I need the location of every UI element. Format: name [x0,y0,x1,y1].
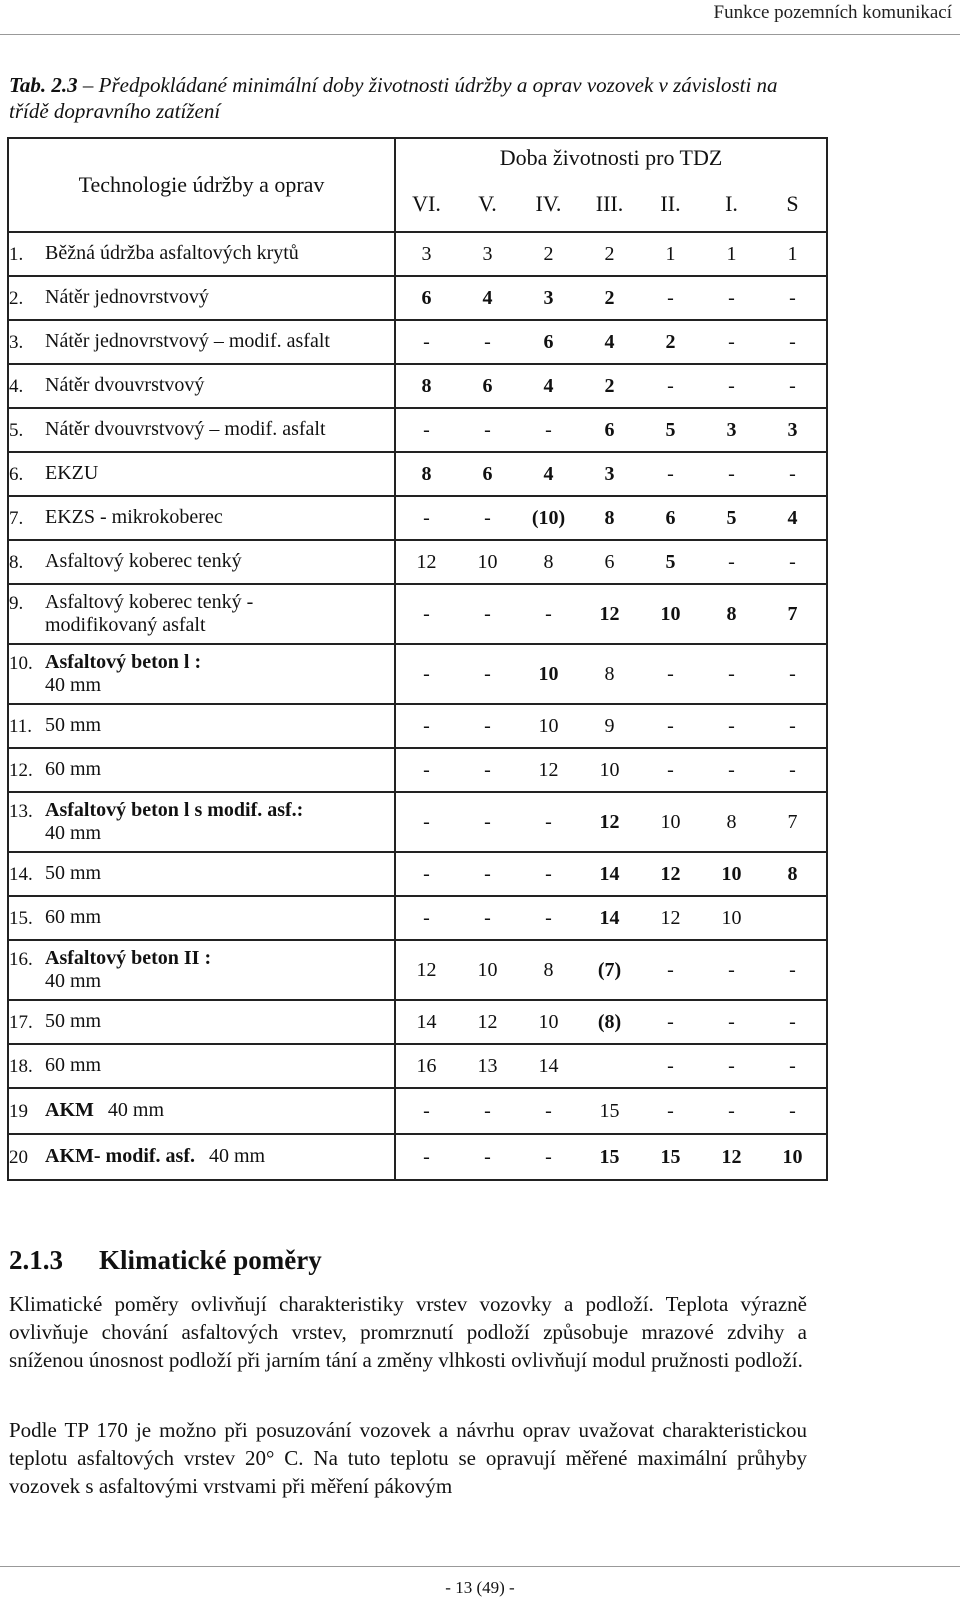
row-label-cell [8,408,395,452]
row-label-cell [8,452,395,496]
row-label: 50 mm [45,714,102,736]
value-cell: (7) [597,958,622,981]
row-label: Nátěr jednovrstvový [45,286,209,308]
value-cell: 4 [787,506,798,529]
row-label-cell [8,644,395,704]
value-cell: 3 [482,242,493,265]
row-number: 14. [9,864,33,885]
value-cell: - [484,418,491,441]
table-row [8,1134,827,1180]
value-cell: - [484,506,491,529]
value-cell: 12 [477,1010,498,1033]
section-heading [9,1245,322,1276]
value-cell: 3 [604,462,615,485]
value-cell: - [423,810,430,833]
table-row [8,364,827,408]
row-label: Asfaltový beton l s modif. asf.: [45,799,304,821]
value-cell: - [789,1054,796,1077]
section-title: Klimatické poměry [99,1245,322,1275]
row-description [45,714,101,737]
class-header: S [786,191,799,216]
value-cell: - [545,862,552,885]
class-header: I. [725,191,738,216]
value-cell: - [789,286,796,309]
paragraph: Podle TP 170 je možno při posuzování vozovek a návrhu oprav uvažovat charakteristickou teplotu asfaltových vrstev 20° C. Na tuto teplotu se opravují měřené maximální průhyby vozovek s asfaltovými vrstvami při měření pákovým [9,1418,807,1498]
value-cell: 6 [421,286,432,309]
value-cell: - [789,662,796,685]
table-row [8,644,827,704]
tech-column-header: Technologie údržby a oprav [8,138,395,232]
value-cell: 3 [787,418,798,441]
value-cell: 4 [543,374,554,397]
table-row [8,792,827,852]
table-row [8,496,827,540]
value-cell: 10 [538,662,559,685]
value-cell: 12 [416,958,437,981]
value-cell: - [728,550,735,573]
value-cell: 15 [660,1145,681,1168]
row-label-cell [8,940,395,1000]
row-label: Běžná údržba asfaltových krytů [45,242,299,264]
value-cell: 6 [665,506,676,529]
value-cell: 2 [604,286,615,309]
value-cell: - [667,1099,674,1122]
value-cell: 8 [543,550,554,573]
value-cell: - [423,1145,430,1168]
value-cell: - [423,506,430,529]
value-cell: 1 [787,242,798,265]
class-header-row [395,177,827,232]
row-label: Nátěr jednovrstvový – modif. asfalt [45,330,330,352]
row-values-cell [395,792,827,852]
value-cell: 12 [538,758,559,781]
running-header: Funkce pozemních komunikací [713,2,952,23]
row-number: 13. [9,801,33,822]
row-number: 5. [9,420,24,441]
value-cell: - [789,958,796,981]
row-number: 3. [9,332,24,353]
table-row [8,896,827,940]
row-description [45,947,211,993]
row-number: 6. [9,464,24,485]
row-label: EKZU [45,462,99,484]
value-cell: - [667,662,674,685]
row-values-cell [395,1000,827,1044]
row-number: 19 [9,1101,28,1122]
row-number: 10. [9,653,33,674]
class-header: VI. [412,191,441,216]
row-description [45,758,101,781]
table-row [8,408,827,452]
value-cell: - [728,758,735,781]
value-cell: 10 [477,550,498,573]
value-cell: 16 [416,1054,437,1077]
value-cell: 8 [421,462,432,485]
row-description [45,374,204,397]
row-description [45,330,330,353]
table-row [8,704,827,748]
row-label-cell [8,1000,395,1044]
row-label-cell [8,1044,395,1088]
caption-text: – Předpokládané minimální doby životnosti údržby a oprav vozovek v závislosti na třídě dopravního zatížení [9,73,778,123]
row-values-cell [395,748,827,792]
value-cell: - [728,374,735,397]
value-cell: 14 [416,1010,437,1033]
value-cell: - [667,714,674,737]
value-cell: 1 [726,242,737,265]
value-cell: 10 [721,862,742,885]
value-cell: - [728,714,735,737]
row-label: Asfaltový beton l : [45,651,202,673]
table-row [8,940,827,1000]
value-cell: 8 [543,958,554,981]
value-cell: 10 [782,1145,803,1168]
value-cell: 15 [599,1145,620,1168]
row-label-cell [8,364,395,408]
value-cell: 10 [477,958,498,981]
value-cell: 6 [543,330,554,353]
row-values-cell [395,408,827,452]
value-cell: 6 [482,462,493,485]
row-label-cell [8,540,395,584]
value-cell: - [728,662,735,685]
row-sublabel: modifikovaný asfalt [45,614,206,636]
class-header: V. [478,191,497,216]
value-cell: 4 [604,330,615,353]
row-sublabel: 40 mm [45,822,102,844]
value-cell: 14 [599,906,620,929]
value-cell: 10 [538,714,559,737]
row-label: Asfaltový beton II : [45,947,212,969]
value-cell: 12 [660,906,681,929]
row-label: 50 mm [45,1010,102,1032]
value-cell: 10 [721,906,742,929]
value-cell: - [484,862,491,885]
tdz-group-header: Doba životnosti pro TDZ [395,138,827,177]
row-description [45,418,326,441]
caption-label: Tab. 2.3 [9,73,78,97]
row-values-cell [395,896,827,940]
row-description [45,906,101,929]
row-number: 15. [9,908,33,929]
row-description [45,651,201,697]
value-cell: - [728,1099,735,1122]
value-cell: 9 [604,714,615,737]
row-number: 12. [9,760,33,781]
value-cell [579,1055,640,1078]
value-cell: 8 [604,506,615,529]
row-description [45,1054,101,1077]
row-description [45,591,253,637]
row-label-cell [8,792,395,852]
row-description [45,862,101,885]
value-cell: 5 [665,418,676,441]
value-cell: - [728,286,735,309]
table-row [8,320,827,364]
value-cell: - [484,602,491,625]
row-values-cell [395,1134,827,1180]
row-label-cell [8,276,395,320]
value-cell: - [667,958,674,981]
value-cell: - [545,1099,552,1122]
value-cell: - [423,758,430,781]
value-cell: - [423,602,430,625]
table-row [8,748,827,792]
value-cell: 10 [538,1010,559,1033]
row-description [45,462,98,485]
value-cell: - [423,418,430,441]
row-number: 20 [9,1147,28,1168]
value-cell: 2 [604,242,615,265]
row-label: Nátěr dvouvrstvový [45,374,205,396]
value-cell: 15 [599,1099,620,1122]
value-cell: 12 [599,602,620,625]
row-number: 16. [9,949,33,970]
row-label: AKM [45,1099,94,1121]
value-cell: - [484,714,491,737]
row-number: 1. [9,244,24,265]
row-label-cell [8,896,395,940]
value-cell: - [484,758,491,781]
value-cell: 8 [604,662,615,685]
value-cell: 14 [599,862,620,885]
section-number: 2.1.3 [9,1245,63,1275]
table-row [8,1000,827,1044]
value-cell: 8 [726,602,737,625]
row-label-cell [8,852,395,896]
value-cell: 5 [665,550,676,573]
row-values-cell [395,704,827,748]
value-cell: 10 [660,602,681,625]
value-cell: 4 [543,462,554,485]
value-cell: - [789,374,796,397]
value-cell: - [484,810,491,833]
value-cell: 7 [787,602,798,625]
value-cell: - [667,374,674,397]
value-cell: 12 [721,1145,742,1168]
row-label-cell [8,232,395,276]
value-cell: 2 [543,242,554,265]
value-cell: - [545,906,552,929]
value-cell [762,907,823,930]
row-values-cell [395,540,827,584]
durability-table [7,137,828,1181]
row-number: 11. [9,716,33,737]
value-cell: 2 [665,330,676,353]
value-cell: - [667,1010,674,1033]
row-label-cell [8,320,395,364]
row-number: 18. [9,1056,33,1077]
value-cell: - [789,758,796,781]
row-label-cell [8,584,395,644]
value-cell: 12 [599,810,620,833]
row-values-cell [395,320,827,364]
value-cell: - [545,810,552,833]
value-cell: 2 [604,374,615,397]
row-label: EKZS - mikrokoberec [45,506,223,528]
value-cell: 10 [599,758,620,781]
class-header: II. [660,191,681,216]
value-cell: 5 [726,506,737,529]
row-description [45,1099,164,1122]
value-cell: 8 [787,862,798,885]
value-cell: 10 [660,810,681,833]
row-description [45,1145,265,1168]
value-cell: 4 [482,286,493,309]
value-cell: 3 [421,242,432,265]
value-cell: - [423,662,430,685]
row-number: 7. [9,508,24,529]
value-cell: 6 [604,550,615,573]
value-cell: - [545,1145,552,1168]
row-description [45,242,299,265]
row-label-cell [8,1088,395,1134]
value-cell: 12 [660,862,681,885]
row-label-cell [8,496,395,540]
row-values-cell [395,232,827,276]
value-cell: - [789,1010,796,1033]
value-cell: - [484,1145,491,1168]
row-values-cell [395,1044,827,1088]
table-row [8,1044,827,1088]
class-header: IV. [535,191,562,216]
row-values-cell [395,584,827,644]
value-cell: 7 [787,810,798,833]
header-divider [0,34,960,35]
value-cell: (10) [531,506,566,529]
value-cell: - [789,462,796,485]
row-description [45,506,223,529]
value-cell: 14 [538,1054,559,1077]
row-sublabel: 40 mm [107,1099,165,1121]
row-values-cell [395,364,827,408]
row-label: Asfaltový koberec tenký - [45,591,254,613]
value-cell: - [667,462,674,485]
table-row [8,540,827,584]
value-cell: - [423,714,430,737]
value-cell: - [423,330,430,353]
value-cell: 13 [477,1054,498,1077]
row-sublabel: 40 mm [45,674,102,696]
class-header: III. [595,191,624,216]
row-number: 9. [9,593,24,614]
value-cell: 1 [665,242,676,265]
value-cell: (8) [597,1010,622,1033]
row-values-cell [395,644,827,704]
value-cell: 3 [726,418,737,441]
value-cell: - [728,1010,735,1033]
row-label: Asfaltový koberec tenký [45,550,242,572]
row-description [45,286,209,309]
row-values-cell [395,452,827,496]
row-values-cell [395,852,827,896]
value-cell: - [667,286,674,309]
value-cell: 3 [543,286,554,309]
footer-divider [0,1566,960,1567]
row-label: 60 mm [45,758,102,780]
value-cell: 6 [604,418,615,441]
table-row [8,452,827,496]
value-cell: - [484,330,491,353]
row-values-cell [395,1088,827,1134]
value-cell: - [667,758,674,781]
value-cell: - [789,550,796,573]
row-number: 2. [9,288,24,309]
value-cell: - [545,602,552,625]
row-number: 4. [9,376,24,397]
row-label: Nátěr dvouvrstvový – modif. asfalt [45,418,326,440]
value-cell: 12 [416,550,437,573]
page-number: - 13 (49) - [445,1578,515,1597]
table-row [8,1088,827,1134]
value-cell: - [789,714,796,737]
value-cell: - [545,418,552,441]
row-label-cell [8,1134,395,1180]
row-number: 17. [9,1012,33,1033]
row-values-cell [395,276,827,320]
value-cell: - [484,906,491,929]
table-row [8,276,827,320]
value-cell: 8 [421,374,432,397]
value-cell: - [484,1099,491,1122]
row-description [45,550,242,573]
value-cell: - [789,1099,796,1122]
row-values-cell [395,940,827,1000]
row-values-cell [395,496,827,540]
table-row [8,584,827,644]
table-caption [9,72,809,124]
table-row [8,232,827,276]
row-description [45,799,303,845]
row-sublabel: 40 mm [45,970,102,992]
value-cell: - [728,1054,735,1077]
row-label: 60 mm [45,906,102,928]
row-label: AKM- modif. asf. [45,1145,195,1167]
row-label-cell [8,704,395,748]
value-cell: - [423,906,430,929]
value-cell: - [728,330,735,353]
row-description [45,1010,101,1033]
value-cell: 6 [482,374,493,397]
row-number: 8. [9,552,24,573]
value-cell: - [728,958,735,981]
value-cell: - [789,330,796,353]
value-cell: 8 [726,810,737,833]
row-sublabel: 40 mm [208,1145,266,1167]
table-body [8,232,827,1180]
value-cell: - [484,662,491,685]
value-cell: - [423,1099,430,1122]
value-cell: - [728,462,735,485]
value-cell: - [667,1054,674,1077]
row-label: 60 mm [45,1054,102,1076]
table-row [8,852,827,896]
row-label: 50 mm [45,862,102,884]
paragraph: Klimatické poměry ovlivňují charakteristiky vrstev vozovky a podloží. Teplota výrazně ovlivňuje chování asfaltových vrstev, promrznutí podloží způsobuje mrazové zdvihy a sníženou únosnost podloží při jarním tání a změny vlhkosti ovlivňují modul pružnosti podloží. [9,1292,807,1372]
row-label-cell [8,748,395,792]
value-cell: - [423,862,430,885]
